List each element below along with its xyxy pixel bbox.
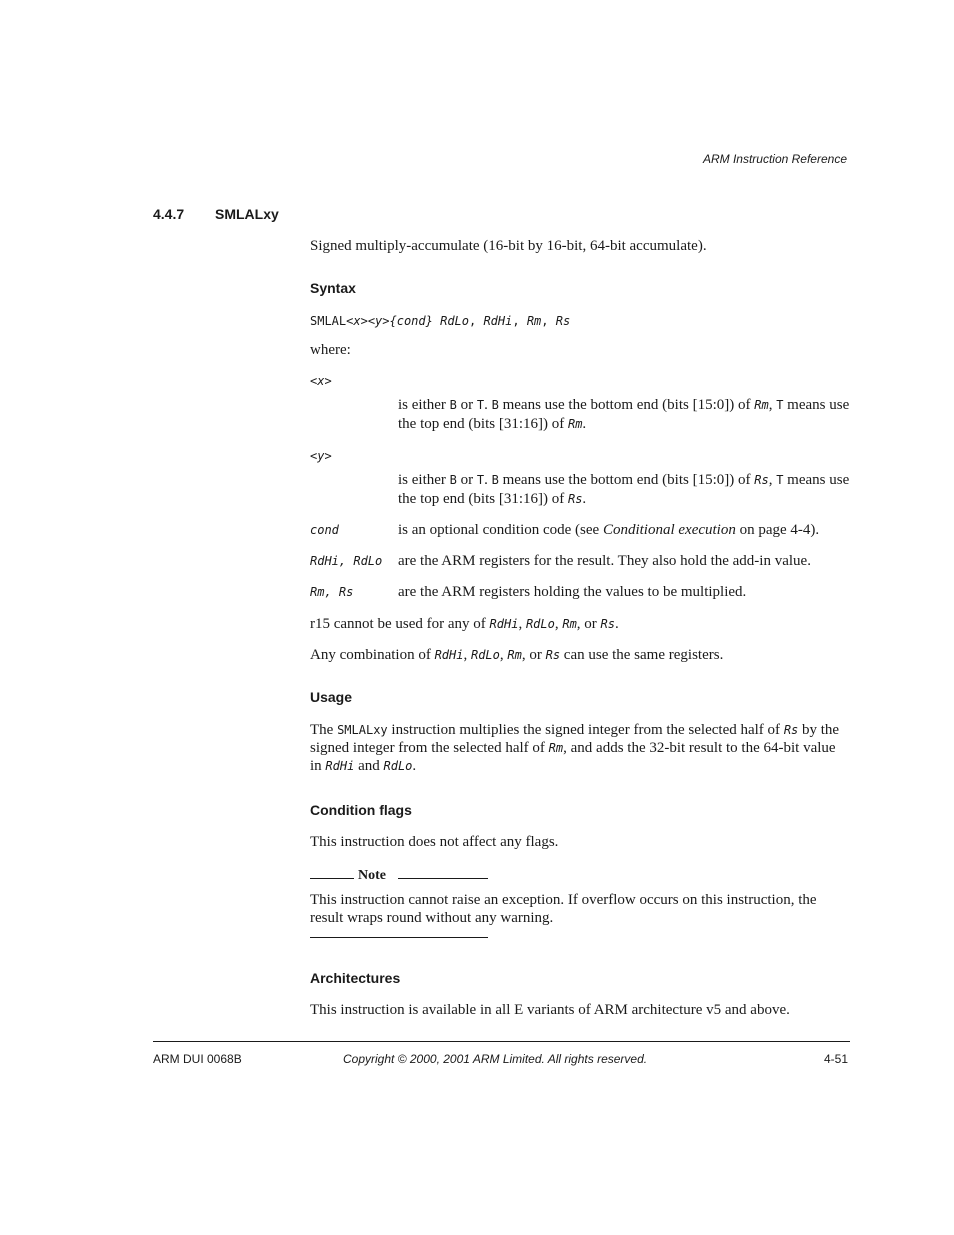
syntax-line: SMLAL<x><y>{cond} RdLo, RdHi, Rm, Rs xyxy=(310,314,571,328)
param-x-term: <x> xyxy=(310,374,332,388)
footer-page-number: 4-51 xyxy=(823,1052,848,1066)
syntax-rs: Rs xyxy=(555,314,571,328)
syntax-rm: Rm xyxy=(526,314,542,328)
param-cond-desc: is an optional condition code (see Conditional execution on page 4-4). xyxy=(398,522,820,538)
param-y-desc: is either B or T. B means use the bottom end (bits [15:0]) of Rs, T means use the top end (bits [31:16]) of Rs. xyxy=(398,472,850,507)
note-rule-bottom xyxy=(310,937,488,938)
flags-heading: Condition flags xyxy=(310,802,412,818)
footer-rule xyxy=(153,1041,850,1042)
usage-text: The SMLALxy instruction multiplies the signed integer from the selected half of Rs by the signed integer from the selected half of Rm, and adds the 32-bit result to the 64-bit value in RdHi and RdLo. xyxy=(310,722,840,774)
architectures-heading: Architectures xyxy=(310,970,401,986)
syntax-where: where: xyxy=(310,342,351,358)
param-rdhi-rdlo-term: RdHi, RdLo xyxy=(310,554,383,568)
param-cond-term: cond xyxy=(310,523,339,537)
syntax-y: <y> xyxy=(367,314,390,328)
param-rm-rs-term: Rm, Rs xyxy=(310,585,354,599)
param-y-term: <y> xyxy=(310,449,332,463)
usage-heading: Usage xyxy=(310,689,353,705)
note-text: This instruction cannot raise an exception. If overflow occurs on this instruction, the result wraps round without any warning. xyxy=(310,892,817,926)
section-number: 4.4.7 xyxy=(153,206,185,222)
syntax-mnemonic: SMLAL xyxy=(310,314,347,328)
footer-doc-id: ARM DUI 0068B xyxy=(153,1052,242,1066)
param-x-desc: is either B or T. B means use the bottom end (bits [15:0]) of Rm, T means use the top end (bits [31:16]) of Rm. xyxy=(398,397,850,432)
syntax-x: <x> xyxy=(346,314,368,328)
restriction-combination: Any combination of RdHi, RdLo, Rm, or Rs can use the same registers. xyxy=(310,647,724,663)
note-rule-right xyxy=(398,878,488,879)
syntax-heading: Syntax xyxy=(310,280,356,296)
param-rdhi-rdlo-desc: are the ARM registers for the result. They also hold the add-in value. xyxy=(398,553,811,569)
restriction-r15: r15 cannot be used for any of RdHi, RdLo, Rm, or Rs. xyxy=(310,616,619,632)
syntax-rdhi: RdHi xyxy=(483,314,513,328)
architectures-text: This instruction is available in all E variants of ARM architecture v5 and above. xyxy=(310,1002,790,1018)
link-conditional-execution[interactable]: Conditional execution xyxy=(602,522,736,538)
flags-text: This instruction does not affect any flags. xyxy=(310,834,559,850)
note-rule-left xyxy=(310,878,354,879)
note-label: Note xyxy=(358,868,386,883)
summary: Signed multiply-accumulate (16-bit by 16-bit, 64-bit accumulate). xyxy=(310,238,707,254)
footer-copyright: Copyright © 2000, 2001 ARM Limited. All rights reserved. xyxy=(343,1052,648,1066)
section-title: SMLALxy xyxy=(215,206,279,222)
running-header: ARM Instruction Reference xyxy=(702,152,847,166)
syntax-rdlo: RdLo xyxy=(440,314,469,328)
param-rm-rs-desc: are the ARM registers holding the values to be multiplied. xyxy=(398,584,747,600)
syntax-cond: {cond} xyxy=(389,314,433,328)
